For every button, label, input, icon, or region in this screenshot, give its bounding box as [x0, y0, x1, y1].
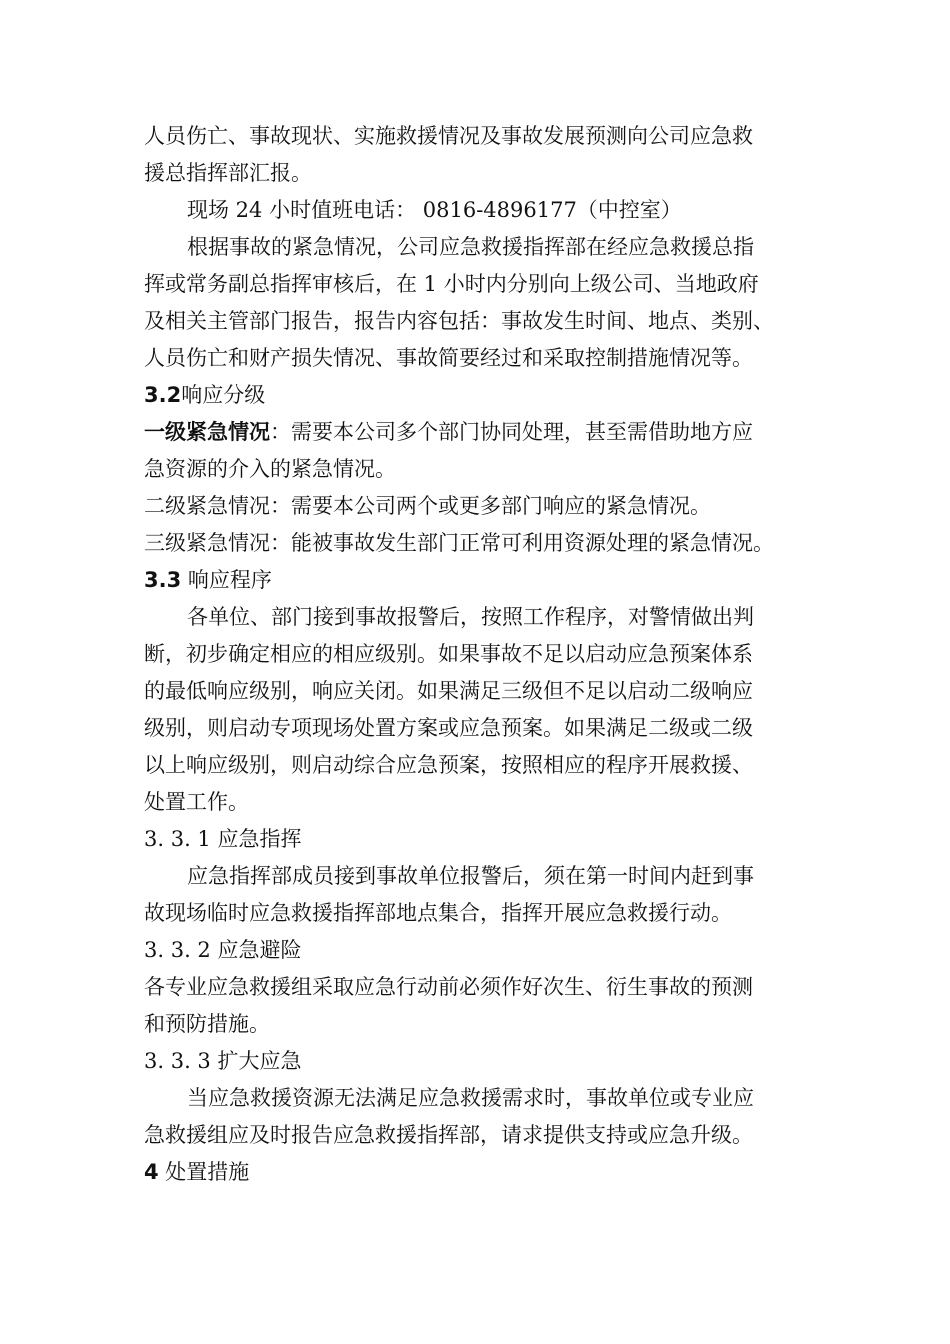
paragraph-line: 处置工作。	[144, 790, 249, 814]
duty-phone-line: 现场 24 小时值班电话： 0816-4896177（中控室）	[187, 198, 682, 222]
section-heading-3-3-1: 3. 3. 1 应急指挥	[144, 827, 302, 851]
paragraph-line: 级别，则启动专项现场处置方案或应急预案。如果满足二级或二级	[144, 716, 753, 740]
paragraph-line: 以上响应级别，则启动综合应急预案，按照相应的程序开展救援、	[144, 753, 753, 777]
paragraph-line: 急救援组应及时报告应急救援指挥部，请求提供支持或应急升级。	[144, 1123, 753, 1147]
section-title: 处置措施	[158, 1160, 250, 1184]
paragraph-line: 应急指挥部成员接到事故单位报警后，须在第一时间内赶到事	[187, 864, 754, 888]
paragraph-line: 断，初步确定相应的相应级别。如果事故不足以启动应急预案体系	[144, 642, 753, 666]
section-heading-4	[144, 1154, 824, 1191]
paragraph-line: 急资源的介入的紧急情况。	[144, 457, 396, 481]
section-title: 响应程序	[181, 568, 272, 592]
paragraph-line: 及相关主管部门报告，报告内容包括：事故发生时间、地点、类别、	[144, 309, 774, 333]
level-3-line: 三级紧急情况：能被事故发生部门正常可利用资源处理的紧急情况。	[144, 531, 774, 555]
section-heading-3-2	[144, 377, 824, 414]
paragraph-line: 故现场临时应急救援指挥部地点集合，指挥开展应急救援行动。	[144, 901, 732, 925]
section-title: 响应分级	[181, 383, 266, 407]
paragraph-line: 挥或常务副总指挥审核后，在 1 小时内分别向上级公司、当地政府	[144, 272, 759, 296]
section-number: 3.2	[144, 383, 182, 407]
level-2-line: 二级紧急情况：需要本公司两个或更多部门响应的紧急情况。	[144, 494, 711, 518]
level-1-label: 一级紧急情况	[144, 420, 270, 444]
paragraph-line: 各专业应急救援组采取应急行动前必须作好次生、衍生事故的预测	[144, 975, 753, 999]
level-1-text: ：需要本公司多个部门协同处理，甚至需借助地方应	[270, 420, 753, 444]
paragraph-line: 人员伤亡、事故现状、实施救援情况及事故发展预测向公司应急救	[144, 124, 753, 148]
section-heading-3-3-3: 3. 3. 3 扩大应急	[144, 1049, 302, 1073]
paragraph-line: 和预防措施。	[144, 1012, 270, 1036]
paragraph-line: 人员伤亡和财产损失情况、事故简要经过和采取控制措施情况等。	[144, 346, 753, 370]
level-1-line	[144, 414, 824, 451]
paragraph-line: 根据事故的紧急情况，公司应急救援指挥部在经应急救援总指	[187, 235, 754, 259]
section-number: 4	[144, 1160, 159, 1184]
section-heading-3-3	[144, 562, 824, 599]
paragraph-line: 援总指挥部汇报。	[144, 161, 312, 185]
paragraph-line: 当应急救援资源无法满足应急救援需求时，事故单位或专业应	[187, 1086, 754, 1110]
section-heading-3-3-2: 3. 3. 2 应急避险	[144, 938, 302, 962]
section-number: 3.3	[144, 568, 182, 592]
document-page	[144, 118, 824, 1191]
paragraph-line: 的最低响应级别，响应关闭。如果满足三级但不足以启动二级响应	[144, 679, 753, 703]
paragraph-line: 各单位、部门接到事故报警后，按照工作程序，对警情做出判	[187, 605, 754, 629]
